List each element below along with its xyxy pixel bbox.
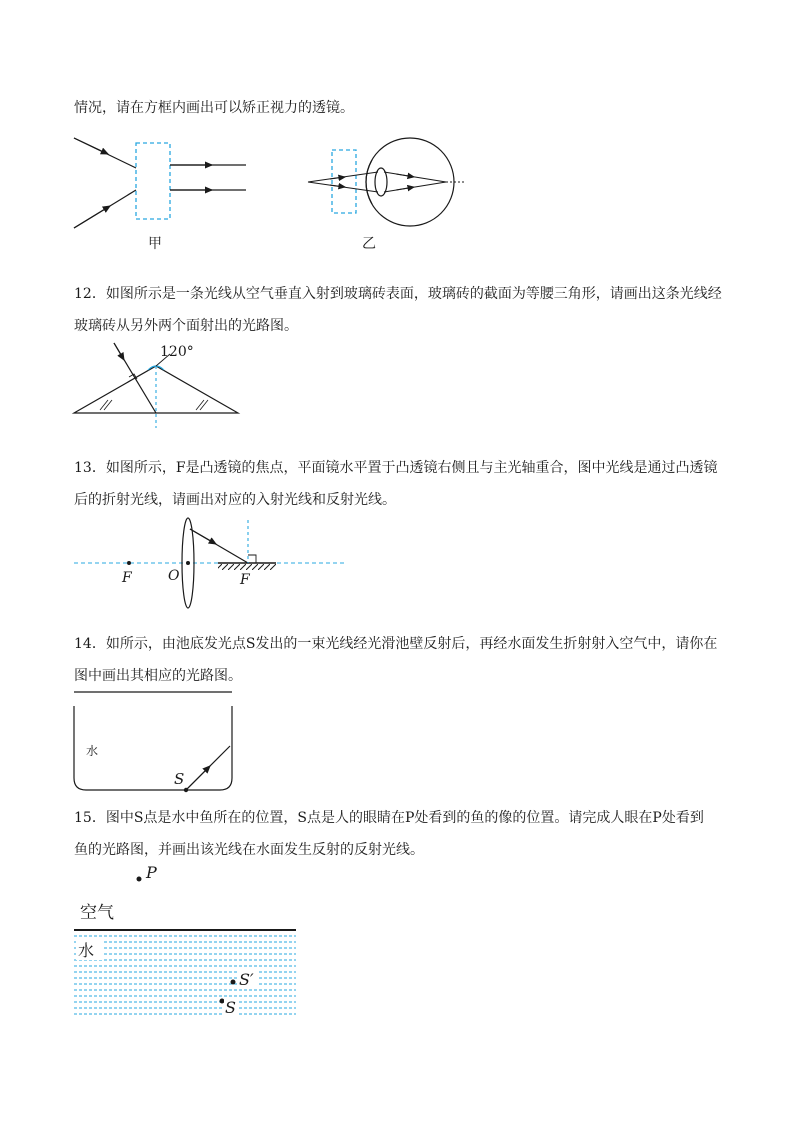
label-s-prime: S′	[239, 970, 254, 989]
q12-line2: 玻璃砖从另外两个面射出的光路图。	[74, 318, 298, 334]
q11-text: 情况，请在方框内画出可以矫正视力的透镜。	[74, 100, 354, 116]
label-p: P	[146, 863, 157, 882]
q12-line1: 12．如图所示是一条光线从空气垂直入射到玻璃砖表面，玻璃砖的截面为等腰三角形，请画出这条光线经	[74, 286, 722, 302]
point-s-prime	[231, 980, 236, 985]
label-water: 水	[86, 744, 99, 758]
q14-line2: 图中画出其相应的光路图。	[74, 668, 242, 684]
water-lines	[74, 936, 296, 1014]
q14-line1: 14．如所示，由池底发光点S发出的一束光线经光滑池壁反射后，再经水面发生折射射入空气中，请你在	[74, 636, 718, 652]
label-s: S	[225, 998, 236, 1017]
label-s: S	[174, 770, 185, 788]
q15-line2: 鱼的光路图，并画出该光线在水面发生反射的反射光线。	[74, 842, 424, 858]
q13-line1: 13．如图所示，F是凸透镜的焦点，平面镜水平置于凸透镜右侧且与主光轴重合，图中光线是通过凸透镜	[74, 460, 718, 476]
point-s	[220, 999, 225, 1004]
angle-label: 120°	[160, 344, 194, 360]
q13-line2: 后的折射光线，请画出对应的入射光线和反射光线。	[74, 492, 396, 508]
label-jia: 甲	[148, 236, 162, 252]
label-f-right: F	[240, 572, 250, 588]
label-water: 水	[78, 941, 95, 960]
point-p	[137, 877, 142, 882]
label-f-left: F	[122, 570, 132, 586]
label-yi: 乙	[362, 236, 376, 252]
q15-line1: 15．图中S点是水中鱼所在的位置，S点是人的眼睛在P处看到的鱼的像的位置。请完成人眼在P处看到	[74, 810, 704, 826]
label-o: O	[168, 568, 180, 584]
label-air: 空气	[80, 903, 114, 923]
